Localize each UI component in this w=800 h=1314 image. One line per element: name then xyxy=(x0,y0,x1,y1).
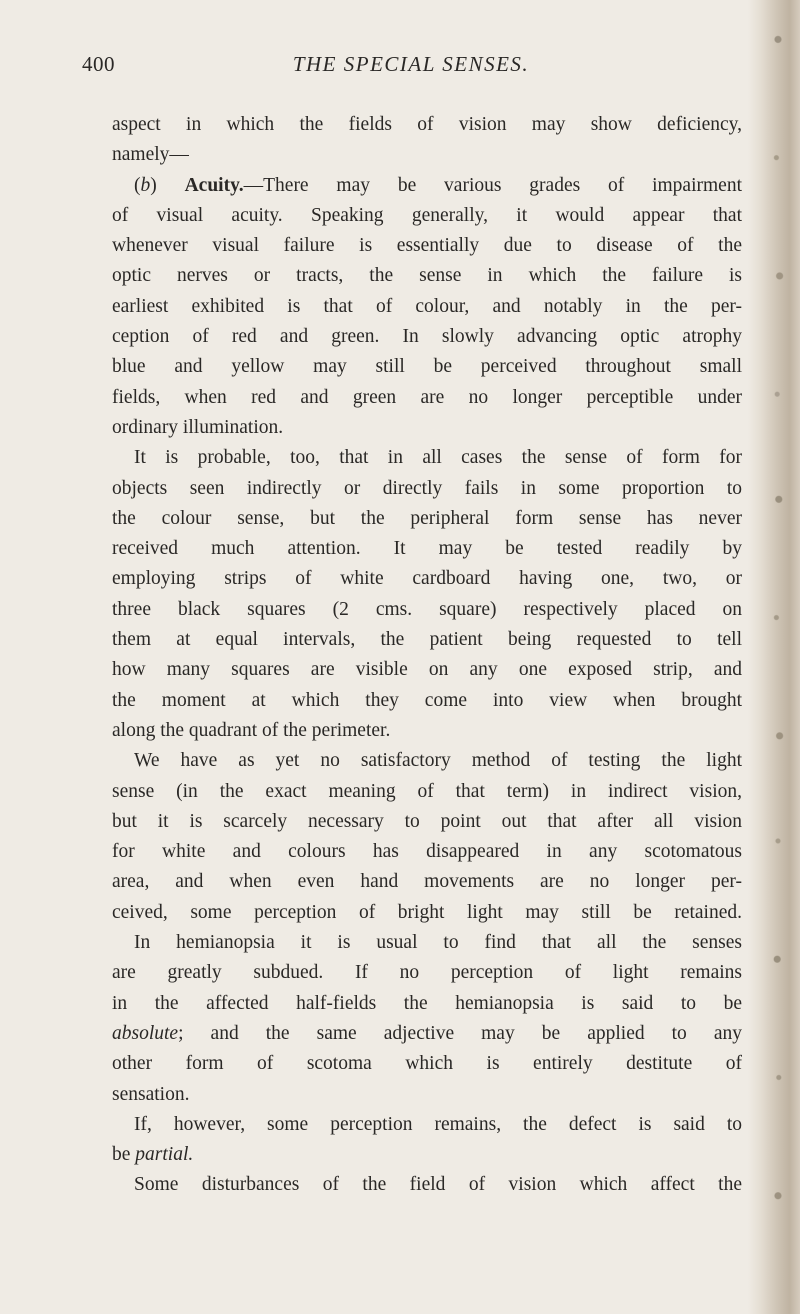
text-line xyxy=(112,261,742,291)
text-line xyxy=(112,383,742,413)
page-number: 400 xyxy=(82,52,115,76)
text-line xyxy=(112,625,742,655)
text-line xyxy=(112,201,742,231)
text-line xyxy=(112,867,742,897)
text-segment: If, however, some perception remains, the defect is said to xyxy=(134,1113,742,1135)
text-segment: but it is scarcely necessary to point out that after all vision xyxy=(112,810,742,832)
italic-text: b xyxy=(140,174,151,196)
text-line xyxy=(112,989,742,1019)
text-segment: for white and colours has disappeared in any scotomatous xyxy=(112,841,742,863)
text-line xyxy=(112,564,742,594)
text-line xyxy=(112,171,742,201)
text-line xyxy=(112,807,742,837)
text-segment: fields, when red and green are no longer perceptible under xyxy=(112,386,742,408)
text-line xyxy=(112,746,742,776)
text-line xyxy=(112,474,742,504)
text-segment: blue and yellow may still be perceived throughout small xyxy=(112,356,742,378)
text-segment: Some disturbances of the field of vision which affect the xyxy=(134,1174,742,1196)
text-line xyxy=(112,898,742,928)
text-segment: how many squares are visible on any one exposed strip, and xyxy=(112,659,742,681)
text-line xyxy=(112,534,742,564)
running-head: THE SPECIAL SENSES. xyxy=(292,52,530,76)
text-segment: We have as yet no satisfactory method of testing the light xyxy=(134,750,742,772)
text-segment: employing strips of white cardboard having one, two, or xyxy=(112,568,742,590)
text-line xyxy=(112,443,742,473)
text-line xyxy=(112,1170,742,1200)
text-segment: them at equal intervals, the patient being requested to tell xyxy=(112,629,742,651)
text-line xyxy=(112,140,742,170)
text-line xyxy=(112,1049,742,1079)
text-line xyxy=(112,928,742,958)
text-segment: earliest exhibited is that of colour, and notably in the per- xyxy=(112,295,742,317)
text-segment: area, and when even hand movements are no longer per- xyxy=(112,871,742,893)
text-line xyxy=(112,1019,742,1049)
italic-text: partial. xyxy=(135,1144,194,1166)
text-segment: In hemianopsia it is usual to find that all the senses xyxy=(134,932,742,954)
text-segment: along the quadrant of the perimeter. xyxy=(112,719,391,741)
text-segment: ception of red and green. In slowly advancing optic atrophy xyxy=(112,326,742,348)
text-line xyxy=(112,1080,742,1110)
text-segment: whenever visual failure is essentially due to disease of the xyxy=(112,235,742,257)
text-line xyxy=(112,716,742,746)
text-line xyxy=(112,322,742,352)
text-segment: are greatly subdued. If no perception of light remains xyxy=(112,962,742,984)
text-segment: sensation. xyxy=(112,1083,190,1105)
text-segment: the moment at which they come into view when brought xyxy=(112,689,742,711)
text-line xyxy=(112,231,742,261)
text-segment: the colour sense, but the peripheral form sense has never xyxy=(112,507,742,529)
text-line xyxy=(112,777,742,807)
italic-text: absolute xyxy=(112,1022,179,1044)
text-line xyxy=(112,352,742,382)
text-segment: —There may be various grades of impairment xyxy=(243,174,742,196)
text-line xyxy=(112,595,742,625)
text-line xyxy=(112,292,742,322)
text-segment: ) xyxy=(150,174,185,196)
text-line xyxy=(112,837,742,867)
text-segment: namely— xyxy=(112,144,189,166)
text-line xyxy=(112,1110,742,1140)
text-segment: ; and the same adjective may be applied to any xyxy=(178,1022,742,1044)
text-segment: optic nerves or tracts, the sense in which the failure is xyxy=(112,265,742,287)
text-line xyxy=(112,110,742,140)
text-segment: be xyxy=(112,1144,136,1166)
text-segment: ( xyxy=(134,174,141,196)
text-line xyxy=(112,1140,742,1170)
text-segment: objects seen indirectly or directly fails in some proportion to xyxy=(112,477,742,499)
text-segment: aspect in which the fields of vision may show deficiency, xyxy=(112,114,742,135)
text-segment: received much attention. It may be tested readily by xyxy=(112,538,742,560)
body-text xyxy=(112,110,742,1201)
page-header xyxy=(82,52,740,82)
text-segment: of visual acuity. Speaking generally, it would appear that xyxy=(112,204,742,226)
text-segment: three black squares (2 cms. square) respectively placed on xyxy=(112,598,742,620)
text-line xyxy=(112,413,742,443)
text-line xyxy=(112,655,742,685)
text-segment: ordinary illumination. xyxy=(112,416,284,438)
text-segment: sense (in the exact meaning of that term) in indirect vision, xyxy=(112,780,742,802)
bold-text: Acuity. xyxy=(184,174,244,196)
text-line xyxy=(112,504,742,534)
text-segment: ceived, some perception of bright light may still be retained. xyxy=(112,901,742,923)
binding-foxing xyxy=(770,0,786,1314)
text-segment: other form of scotoma which is entirely destitute of xyxy=(112,1053,742,1075)
text-segment: in the affected half-fields the hemianopsia is said to be xyxy=(112,992,742,1014)
text-segment: It is probable, too, that in all cases the sense of form for xyxy=(134,447,742,469)
text-line xyxy=(112,958,742,988)
text-line xyxy=(112,686,742,716)
